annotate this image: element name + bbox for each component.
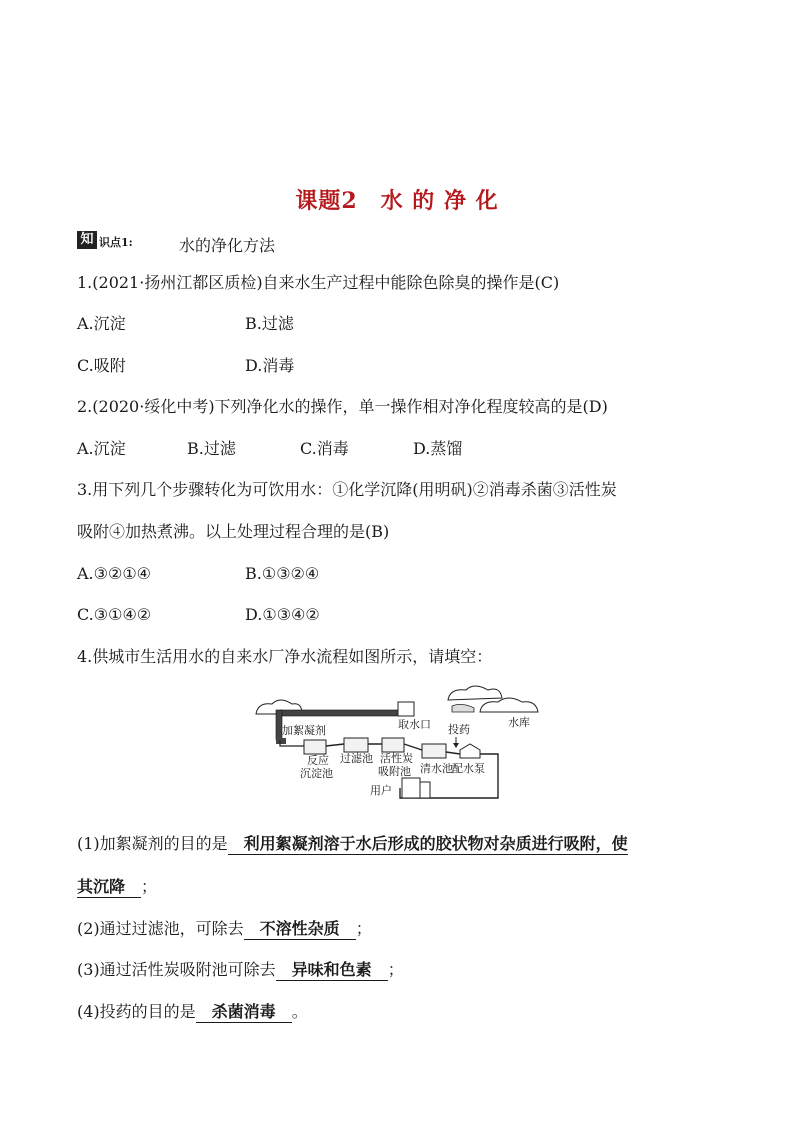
coagulant-label: 加絮凝剂 <box>282 724 326 737</box>
q1-option-d: D.消毒 <box>245 356 295 375</box>
q2-option-d: D.蒸馏 <box>413 439 463 458</box>
users-label: 用户 <box>370 784 392 797</box>
reservoir-label: 水库 <box>508 716 530 729</box>
carbon-label-1: 活性炭 <box>380 752 413 765</box>
clear-tank-label: 清水池 <box>420 762 453 775</box>
filter-tank-label: 过滤池 <box>340 752 373 765</box>
q3-option-a: A.③②①④ <box>77 564 152 583</box>
q2-option-c: C.消毒 <box>300 439 349 458</box>
reaction-label-2: 沉淀池 <box>300 767 333 780</box>
q3-stem-line2: 吸附④加热煮沸。以上处理过程合理的是(B) <box>77 522 390 541</box>
q3-stem-line1: 3.用下列几个步骤转化为可饮用水：①化学沉降(用明矾)②消毒杀菌③活性炭 <box>77 480 617 499</box>
sub1-answer-line2: 其沉降 <box>77 877 142 896</box>
sub3-line <box>77 960 404 981</box>
sub2-suffix: ； <box>355 919 372 938</box>
sub4-suffix: 。 <box>291 1002 308 1021</box>
water-purification-diagram <box>252 682 542 802</box>
users-building-2 <box>420 782 430 798</box>
main-pipe-top <box>280 710 402 716</box>
q3-option-b: B.①③②④ <box>245 564 320 583</box>
knowledge-point-title: 水的净化方法 <box>179 236 276 255</box>
page-title: 课题2 水 的 净 化 <box>295 188 499 214</box>
sub2-prefix: (2)通过过滤池，可除去 <box>77 919 244 938</box>
q1-stem: 1.(2021·扬州江都区质检)自来水生产过程中能除色除臭的操作是(C) <box>77 273 560 292</box>
pump-label: 配水泵 <box>452 762 485 775</box>
sub2-answer: 不溶性杂质 <box>243 919 356 938</box>
reservoir-cloud-shape <box>448 686 502 700</box>
q1-option-a: A.沉淀 <box>77 314 126 333</box>
sub3-suffix: ； <box>387 960 404 979</box>
q2-option-b: B.过滤 <box>187 439 236 458</box>
dosing-label: 投药 <box>448 723 470 736</box>
reaction-label-1: 反应 <box>307 754 329 767</box>
sub1-prefix: (1)加絮凝剂的目的是 <box>77 834 228 853</box>
carbon-label-2: 吸附池 <box>378 765 411 778</box>
q1-option-b: B.过滤 <box>245 314 294 333</box>
sub1-suffix: ； <box>141 877 158 896</box>
reservoir-cloud-shape-2 <box>480 698 538 712</box>
filter-tank <box>344 738 368 752</box>
carbon-tank <box>382 738 404 752</box>
reservoir-water-shape <box>452 704 474 712</box>
intake-label: 取水口 <box>398 718 431 731</box>
sub3-prefix: (3)通过活性炭吸附池可除去 <box>77 960 276 979</box>
knowledge-point-label: 识点1: <box>99 236 133 249</box>
q1-option-c: C.吸附 <box>77 356 126 375</box>
sub3-answer: 异味和色素 <box>275 960 388 979</box>
clear-tank <box>422 744 446 758</box>
knowledge-badge: 知 <box>77 231 97 249</box>
sub4-answer: 杀菌消毒 <box>195 1002 292 1021</box>
sub4-line <box>77 1002 308 1023</box>
lower-pipe <box>276 738 286 744</box>
sub4-prefix: (4)投药的目的是 <box>77 1002 196 1021</box>
sub1-line1 <box>77 834 628 855</box>
q4-stem: 4.供城市生活用水的自来水厂净水流程如图所示，请填空： <box>77 647 493 666</box>
users-building <box>402 778 420 798</box>
q2-option-a: A.沉淀 <box>77 439 126 458</box>
intake-box <box>398 702 414 716</box>
q2-stem: 2.(2020·绥化中考)下列净化水的操作，单一操作相对净化程度较高的是(D) <box>77 397 608 416</box>
sub1-line2 <box>77 877 157 898</box>
q3-option-c: C.③①④② <box>77 605 152 624</box>
q3-option-d: D.①③④② <box>245 605 320 624</box>
sub1-answer-line1: 利用絮凝剂溶于水后形成的胶状物对杂质进行吸附，使 <box>227 834 628 853</box>
reaction-tank <box>304 740 326 754</box>
sub2-line <box>77 919 372 940</box>
pump-house <box>460 744 480 758</box>
